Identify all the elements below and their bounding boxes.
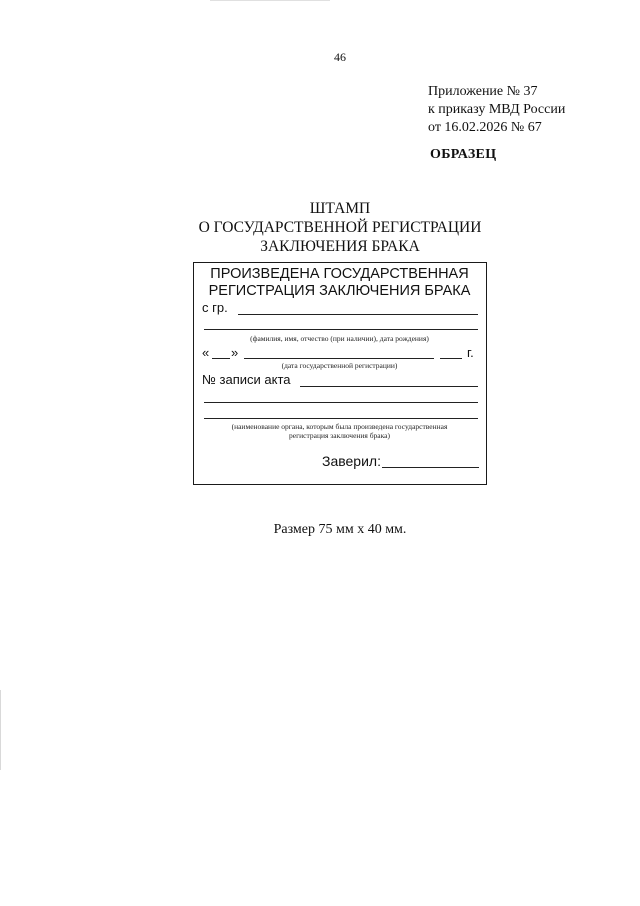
scan-edge-mark: [0, 690, 1, 770]
citizen-caption-text: (фамилия, имя, отчество (при наличии), дата рождения): [250, 334, 429, 343]
certified-label: Заверил:: [322, 453, 381, 469]
citizen-caption: [194, 334, 485, 343]
appendix-date: от 16.02.2026 № 67: [428, 120, 542, 135]
stamp-header-line-2: РЕГИСТРАЦИЯ ЗАКЛЮЧЕНИЯ БРАКА: [208, 283, 471, 299]
organ-line-1: [204, 402, 478, 403]
date-caption: [194, 361, 485, 370]
page-number: 46: [334, 50, 346, 64]
appendix-reference: [428, 83, 565, 137]
date-caption-text: (дата государственной регистрации): [281, 361, 398, 370]
stamp-title: [100, 199, 580, 256]
year-line: [440, 358, 462, 359]
month-line: [244, 358, 434, 359]
appendix-order: к приказу МВД России: [428, 102, 566, 117]
organ-caption: [194, 422, 485, 440]
year-suffix: г.: [467, 345, 474, 360]
appendix-number: Приложение № 37: [428, 84, 538, 99]
stamp-title-line-2: О ГОСУДАРСТВЕННОЙ РЕГИСТРАЦИИ: [198, 219, 482, 236]
stamp-header-line-1: ПРОИЗВЕДЕНА ГОСУДАРСТВЕННАЯ: [210, 266, 469, 282]
date-close-quote: »: [231, 345, 239, 360]
date-open-quote: «: [202, 345, 210, 360]
record-label: № записи акта: [202, 372, 291, 387]
size-note: Размер 75 мм х 40 мм.: [273, 522, 407, 537]
day-line: [212, 358, 230, 359]
stamp-header: [194, 266, 485, 300]
record-line: [300, 386, 478, 387]
stamp-sample-box: [193, 262, 487, 485]
citizen-label: с гр.: [202, 300, 228, 315]
organ-line-2: [204, 418, 478, 419]
scan-artifact: [210, 0, 330, 1]
organ-caption-line-2: регистрация заключения брака): [289, 431, 390, 440]
sample-label: ОБРАЗЕЦ: [430, 147, 497, 162]
stamp-title-line-1: ШТАМП: [309, 200, 371, 217]
citizen-line-2: [204, 329, 478, 330]
stamp-title-line-3: ЗАКЛЮЧЕНИЯ БРАКА: [260, 238, 420, 255]
citizen-line: [238, 314, 478, 315]
organ-caption-line-1: (наименование органа, которым была произведена государственная: [231, 422, 448, 431]
signature-line: [382, 467, 479, 468]
